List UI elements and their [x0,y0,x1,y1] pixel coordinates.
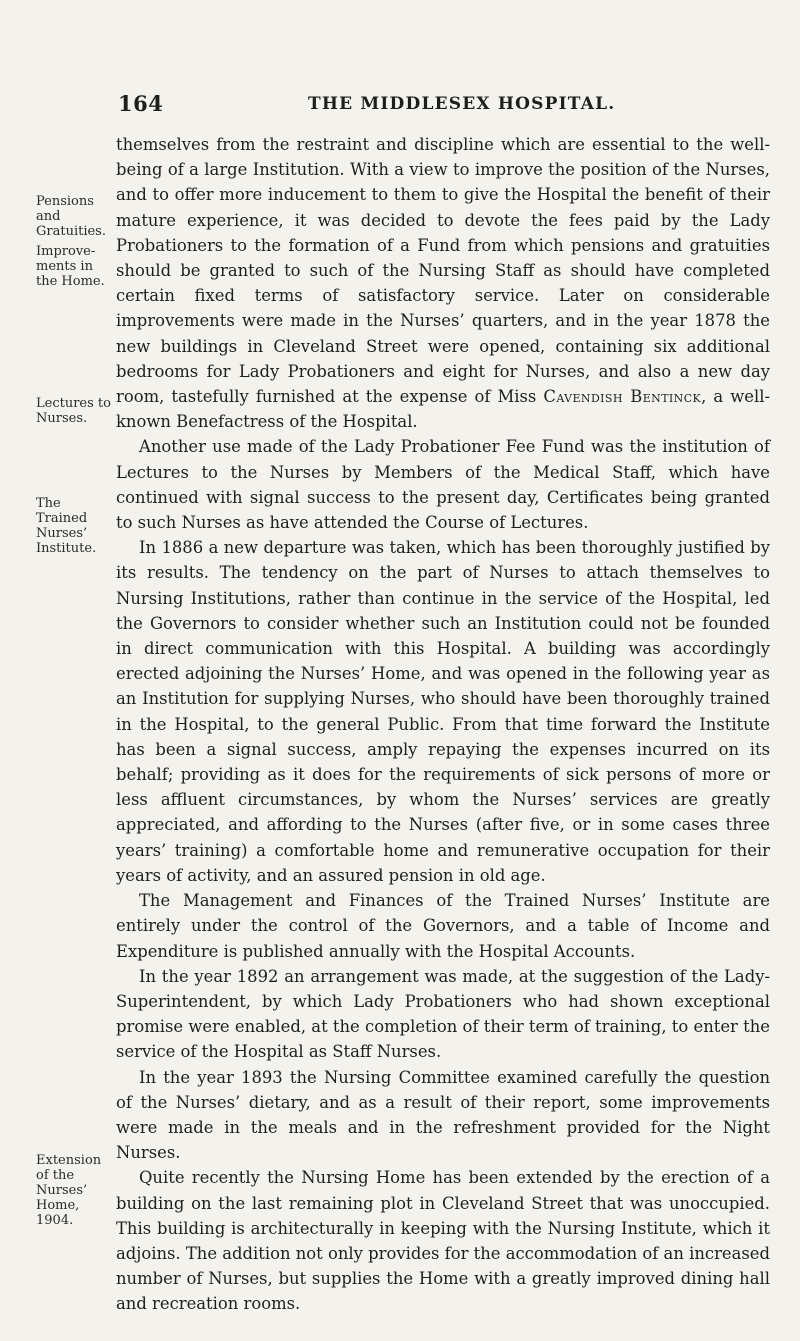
benefactress-name: Cavendish Bentinck [543,387,702,407]
margin-note-pensions: Pensions and Gratuities. [36,194,106,239]
body-text [116,132,770,1317]
page-header [118,91,758,121]
paragraph-4: The Management and Finances of the Trained Nurses’ Institute are entirely under the control of the Governors, and a table of Income and Expenditure is published annually with the Hospital Accounts. [116,891,770,961]
margin-note-trained-institute: The Trained Nurses’ Institute. [36,496,97,556]
running-head: THE MIDDLESEX HOSPITAL. [308,94,616,114]
paragraph-5: In the year 1892 an arrangement was made, at the suggestion of the Lady-Superintendent, by which Lady Probationers who had shown exceptional promise were enabled, at the completion of their term of training, to enter the service of the Hospital as Staff Nurses. [116,966,770,1062]
page-number: 164 [118,91,164,116]
margin-note-extension: Extension of the Nurses’ Home, 1904. [36,1153,102,1228]
paragraph-1-end: , a well-known Benefactress of the Hospital. [116,387,770,432]
margin-note-improvements: Improve-ments in the Home. [36,244,105,289]
paragraph-1 [116,132,770,434]
margin-note-lectures: Lectures to Nurses. [36,396,111,426]
paragraph-2: Another use made of the Lady Probationer Fee Fund was the institution of Lectures to the Nurses by Members of the Medical Staff, which have continued with signal success to the present day, Certificates being granted to such Nurses as have attended the Course of Lectures. [116,437,770,533]
paragraph-1-text: themselves from the restraint and discipline which are essential to the well-being of a large Institution. With a view to improve the position of the Nurses, and to offer more inducement to them to give the Hospital the benefit of their mature experience, it was decided to devote the fees paid by the Lady Probationers to the formation of a Fund from which pensions and gratuities should be granted to such of the Nursing Staff as should have completed certain fixed terms of satisfactory service. Later on considerable improvements were made in the Nurses’ quarters, and in the year 1878 the new buildings in Cleveland Street were opened, containing six additional bedrooms for Lady Probationers and eight for Nurses, and also a new day room, tastefully furnished at the expense of Miss [116,135,770,407]
paragraph-3: In 1886 a new departure was taken, which has been thoroughly justified by its results. The tendency on the part of Nurses to attach themselves to Nursing Institutions, rather than continue in the service of the Hospital, led the Governors to consider whether such an Institution could not be founded in direct communication with this Hospital. A building was accordingly erected adjoining the Nurses’ Home, and was opened in the following year as an Institution for supplying Nurses, who should have been thoroughly trained in the Hospital, to the general Public. From that time forward the Institute has been a signal success, amply repaying the expenses incurred on its behalf; providing as it does for the requirements of sick persons of more or less affluent circumstances, by whom the Nurses’ services are greatly appreciated, and affording to the Nurses (after five, or in some cases three years’ training) a comfortable home and remunerative occupation for their years of activity, and an assured pension in old age. [116,538,770,885]
paragraph-6: In the year 1893 the Nursing Committee examined carefully the question of the Nurses’ dietary, and as a result of their report, some improvements were made in the meals and in the refreshment provided for the Night Nurses. [116,1067,770,1163]
paragraph-7: Quite recently the Nursing Home has been extended by the erection of a building on the last remaining plot in Cleveland Street that was unoccupied. This building is architecturally in keeping with the Nursing Institute, which it adjoins. The addition not only provides for the accommodation of an increased number of Nurses, but supplies the Home with a greatly improved dining hall and recreation rooms. [116,1168,770,1314]
